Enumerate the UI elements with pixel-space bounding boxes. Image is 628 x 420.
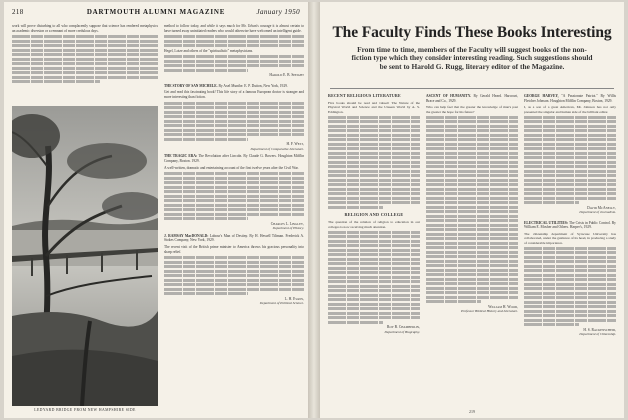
article-title: The Faculty Finds These Books Interesting xyxy=(332,24,612,41)
review-title: THE STORY OF SAN MICHELE. xyxy=(164,83,218,88)
section-body: The question of the relation of religion to education in our colleges is now receiving much attention. xyxy=(328,220,420,229)
right-column-3 xyxy=(524,94,616,340)
divider xyxy=(330,88,614,89)
affiliation: Department of Biography. xyxy=(384,329,420,334)
paragraph: work will prove disturbing to all who complacently suppose that science has rendered metaphysics an academic diversion or a remnant of more credulous days. xyxy=(12,24,158,33)
right-column-1 xyxy=(328,94,420,337)
review-details: Labour's Man of Destiny. By H. Hessell Tiltman. Frederick A. Stokes Company, New York, 1929. xyxy=(164,233,304,243)
review-body: A well-written, dramatic and entertaining account of the first twelve years after the Civil War. xyxy=(164,165,299,170)
review-details: By Gerald Heard. Harcourt, Brace and Co., 1929. xyxy=(426,94,518,103)
affiliation: Professor Biblical History and Literature. xyxy=(461,309,518,313)
review-details: By Axel Munthe. E. P. Dutton, New York, 1929. xyxy=(218,83,288,88)
section-body: Five books should be read and valued: The Nature of the Physical World and Science and the Unseen World by A. S. Eddington. xyxy=(328,100,420,114)
running-header xyxy=(12,8,300,20)
right-column-2 xyxy=(426,94,518,317)
signature: Roy B. Chamberlin, xyxy=(387,325,420,329)
magazine-title: DARTMOUTH ALUMNI MAGAZINE xyxy=(86,8,226,16)
review-title: J. RAMSAY MacDONALD: xyxy=(164,233,209,238)
page-number: 219 xyxy=(469,409,475,414)
review-body: The citizenship department of Syracuse University has collaborated, under the guidance of its head, in producing a study of considerable importance. xyxy=(524,231,616,245)
affiliation: Department of History. xyxy=(272,226,304,231)
article-subtitle: From time to time, members of the Faculty will suggest books of the non-fiction type which they consider interesting reading. Such suggestions should be sent to Harold G. Rugg, literary editor of the Magazine. xyxy=(351,45,593,71)
review-heading xyxy=(164,234,304,243)
review-title: ELECTRICAL UTILITIES: xyxy=(524,220,569,225)
page-number: 218 xyxy=(12,8,24,16)
review-title: GEORGE HARVEY, xyxy=(524,94,559,98)
section-heading: RELIGION AND COLLEGE xyxy=(344,211,404,217)
left-column-a xyxy=(12,24,158,85)
issue-date: January 1950 xyxy=(256,8,300,16)
photo-caption: LEDYARD BRIDGE FROM NEW HAMPSHIRE SIDE xyxy=(34,408,136,412)
left-page xyxy=(4,2,308,418)
review-body: I, as a son of a great American, Mr. Johnson has not only presented the singular and human side of the brilliant editor. xyxy=(524,105,616,114)
review-body: Who can help feel that the greater the knowledge of man's past the greater the hope for his future? xyxy=(426,105,518,114)
bridge-photo-image xyxy=(12,106,158,406)
review-body: The recent visit of the British prime minister to America throws his gracious personality into sharp relief. xyxy=(164,245,304,254)
affiliation: Department of Comparative Literature. xyxy=(250,146,304,151)
review-heading xyxy=(164,154,304,163)
gutter xyxy=(308,2,320,418)
review-details: The Revolution after Lincoln. By Claude G. Bowers. Houghton Mifflin Company, Boston. 1929. xyxy=(164,154,304,163)
bridge-photo xyxy=(12,106,158,406)
review-details: The Crisis in Public Control. By William E. Mosher and Others. Harper's, 1929. xyxy=(524,220,616,229)
paragraph: method to follow today, and while it says much for Mr. Urban's courage it is almost certain to have turned away uninitiated readers who would otherwise have welcomed an intelligent guide. xyxy=(164,24,304,33)
right-page xyxy=(320,2,624,418)
review-heading xyxy=(426,94,518,103)
review-body: Get and read this fascinating book! This life story of a famous European doctor is stranger and more interesting than fiction. xyxy=(164,90,304,100)
review-title: THE TRAGIC ERA: xyxy=(164,154,198,159)
signature: H. S. Rackenscheid, xyxy=(583,327,616,332)
review-details: "A Passionate Patriot." By Willis Fletcher Johnson. Houghton Mifflin Company, Boston, 1929. xyxy=(524,94,616,103)
left-column-b xyxy=(164,24,304,309)
review-title: ASCENT OF HUMANITY. xyxy=(426,94,472,98)
affiliation: Department of Citizenship. xyxy=(579,332,616,336)
paragraph: Hegel, Lotze and others of the "spiritualistic" metaphysicians. xyxy=(164,48,254,53)
signature: Charles L. Lingley, xyxy=(270,221,304,226)
review-heading xyxy=(524,94,616,103)
affiliation: Department of Journalism. xyxy=(579,210,616,214)
signature: Harold E. B. Speight xyxy=(269,73,304,78)
review-heading xyxy=(524,221,616,230)
signature: David McAnelly, xyxy=(587,205,616,210)
signature: L. H. Evans, xyxy=(284,296,304,301)
signature: H. F. West, xyxy=(286,142,304,147)
signature: William H. Wood, xyxy=(488,304,518,309)
review-heading xyxy=(164,84,304,89)
affiliation: Department of Political Science. xyxy=(259,301,304,306)
section-heading: RECENT RELIGIOUS LITERATURE xyxy=(328,93,401,98)
